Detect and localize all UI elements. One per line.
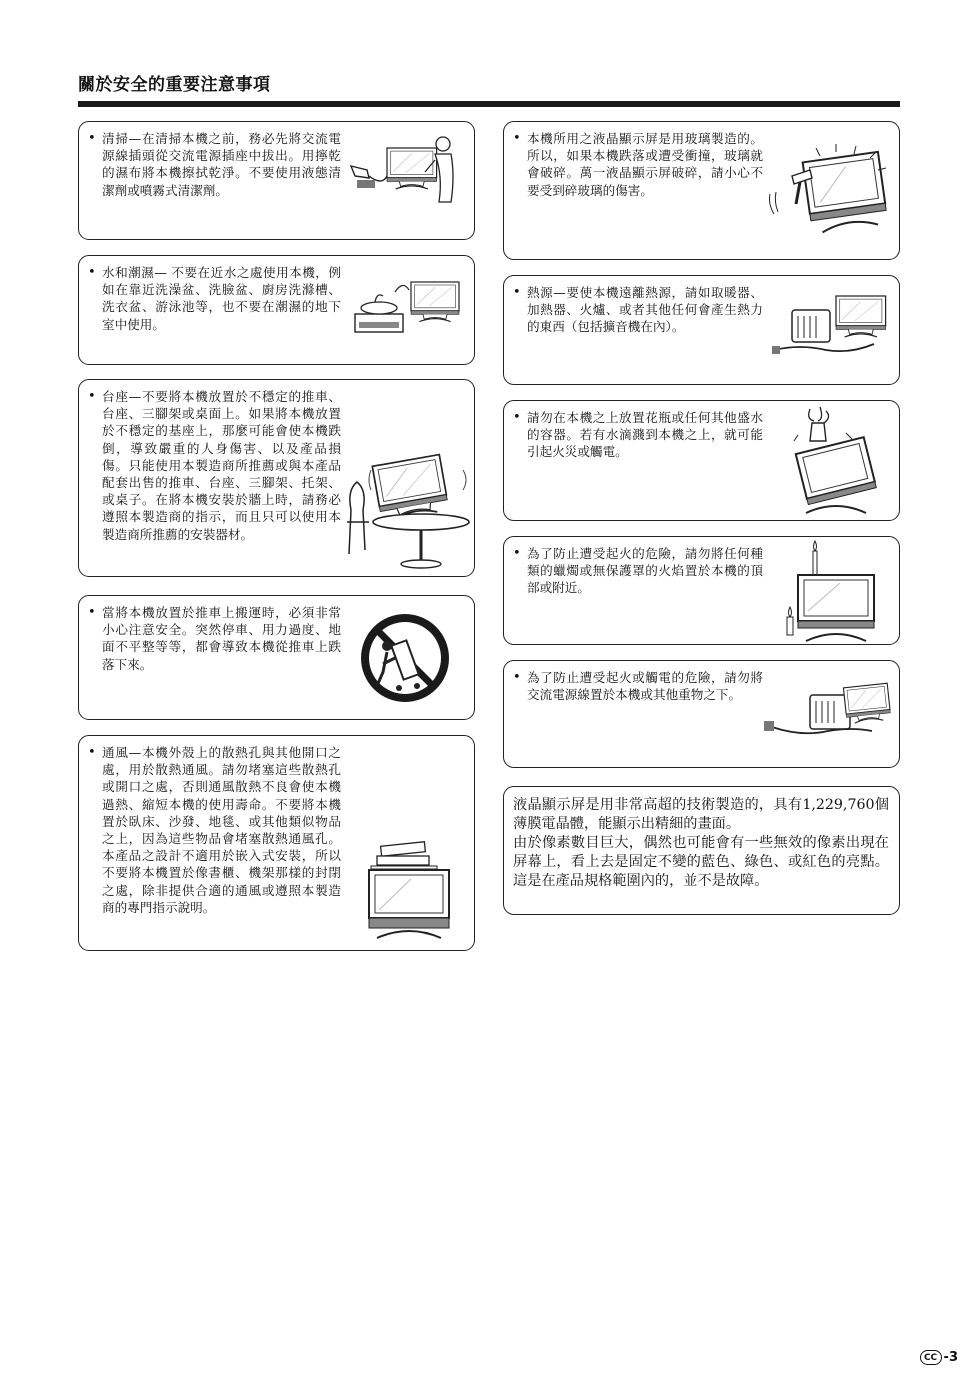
safety-card-stand [78,379,475,577]
cleaning-illustration [347,136,467,216]
glass-panel-illustration [766,144,891,254]
bullet: • [88,605,96,620]
card-text: 水和潮濕— 不要在近水之處使用本機，例如在靠近洗澡盆、洗臉盆、廚房洗滌槽、洗衣盆、游泳池等，也不要在潮濕的地下室中使用。 [102,265,341,332]
card-text: 熱源—要使本機遠離熱源，請如取暖器、加熱器、火爐、或者其他任何會產生熱力的東西（包括擴音機在內）。 [527,285,763,335]
safety-card-vase [503,400,900,521]
bullet: • [88,131,96,146]
card-text: 為了防止遭受起火或觸電的危險，請勿將交流電源線置於本機或其他重物之下。 [527,670,763,703]
header-rule [78,101,900,107]
page-number: -3 [943,1350,958,1365]
safety-card-cleaning [78,121,475,240]
page-footer [920,1350,958,1365]
safety-card-candle [503,536,900,645]
bullet: • [88,389,96,404]
card-text: 台座—不要將本機放置於不穩定的推車、台座、三腳架或桌面上。如果將本機放置於不穩定的基座上，那麼可能會使本機跌倒，導致嚴重的人身傷害、以及產品損傷。只能使用本製造商所推薦或與本產品配套出售的推車、台座、三腳架、托架、或桌子。在將本機安裝於牆上時，請務必遵照本製造商的指示，而且只可以使用本製造商所推薦的安裝器材。 [102,389,341,542]
heater-illustration [770,294,895,364]
water-illustration [351,274,471,344]
page-title: 關於安全的重要注意事項 [78,75,271,95]
ventilation-illustration [367,834,467,944]
card-text: 請勿在本機之上放置花瓶或任何其他盛水的容器。若有水滴濺到本機之上，就可能引起火災或觸電。 [527,410,763,460]
card-text: 通風—本機外殼上的散熱孔與其他開口之處，用於散熱通風。請勿堵塞這些散熱孔或開口之處，否則通風散熱不良會使本機過熱、縮短本機的使用壽命。不要將本機置於臥床、沙發、地毯、或其他類似物品之上，因為這些物品會堵塞散熱通風孔。本產品之設計不適用於嵌入式安裝，所以不要將本機置於像書櫃、機架那樣的封閉之處，除非提供合適的通風或遵照本製造商的專門指示說明。 [102,745,341,915]
bullet: • [88,745,96,760]
safety-card-power-cord [503,660,900,768]
bullet: • [513,670,521,685]
lcd-pixel-note [503,786,900,915]
lcd-note-line2: 由於像素數目巨大，偶然也可能會有一些無效的像素出現在屏幕上，看上去是固定不變的藍色、綠色、或紅色的亮點。這是在產品規格範圍內的，並不是故障。 [513,835,889,889]
lcd-note-text [513,796,889,891]
bullet: • [513,285,521,300]
vase-illustration [786,405,886,521]
cart-warning-icon [359,612,451,704]
bullet: • [88,265,96,280]
card-text: 當將本機放置於推車上搬運時，必須非常小心注意安全。突然停車、用力過度、地面不平整等等，都會導致本機從推車上跌落下來。 [102,605,341,672]
safety-card-heat [503,275,900,385]
card-text: 為了防止遭受起火的危險，請勿將任何種類的蠟燭或無保護罩的火焰置於本機的頂部或附近。 [527,546,763,596]
safety-card-water [78,255,475,365]
unstable-table-illustration [341,450,471,570]
lcd-note-line1: 液晶顯示屏是用非常高超的技術製造的，具有1,229,760個薄膜電晶體，能顯示出精細的畫面。 [513,797,889,832]
bullet: • [513,131,521,146]
safety-card-glass [503,121,900,260]
language-badge: CC [920,1350,942,1365]
safety-card-cart [78,595,475,720]
candle-illustration [784,541,894,643]
safety-card-ventilation [78,735,475,951]
card-text: 清掃—在清掃本機之前，務必先將交流電源線插頭從交流電源插座中拔出。用擰乾的濕布將本機擦拭乾淨。不要使用液態清潔劑或噴霧式清潔劑。 [102,131,341,198]
power-cord-illustration [762,681,892,747]
card-text: 本機所用之液晶顯示屏是用玻璃製造的。所以，如果本機跌落或遭受衝撞，玻璃就會破碎。萬一液晶顯示屏破碎，請小心不要受到碎玻璃的傷害。 [527,131,763,198]
bullet: • [513,546,521,561]
bullet: • [513,410,521,425]
